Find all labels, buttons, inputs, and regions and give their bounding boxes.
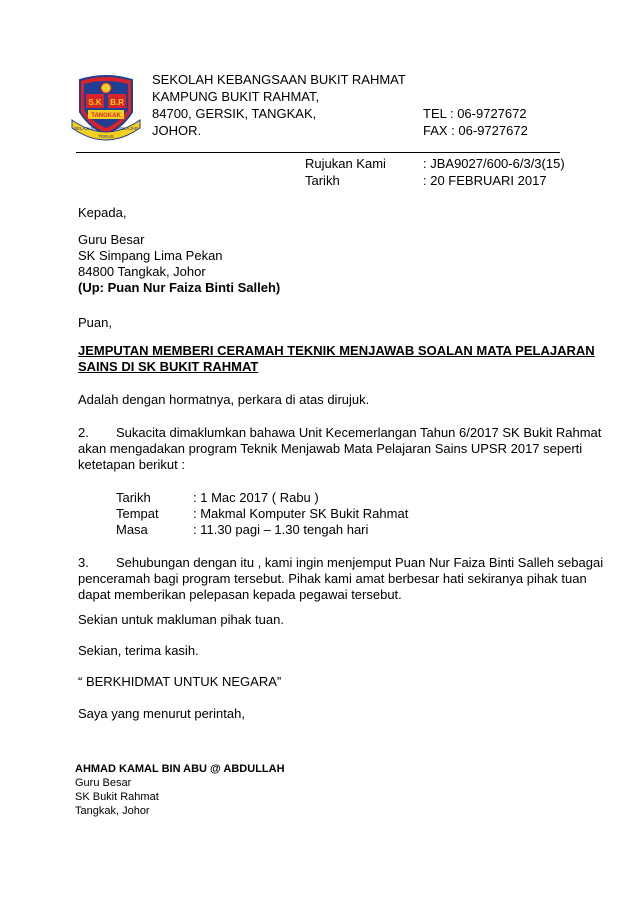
logo-middle-text: TANGKAK bbox=[91, 113, 121, 119]
recipient-line-1: Guru Besar bbox=[78, 232, 145, 247]
detail-value-place: : Makmal Komputer SK Bukit Rahmat bbox=[193, 506, 409, 521]
school-name: SEKOLAH KEBANGSAAN BUKIT RAHMAT bbox=[152, 72, 406, 87]
logo-ribbon-middle: TERUS bbox=[98, 134, 114, 139]
letterhead-divider bbox=[76, 152, 560, 153]
detail-label-date: Tarikh bbox=[116, 490, 151, 505]
address-line-2: 84700, GERSIK, TANGKAK, bbox=[152, 106, 317, 121]
signatory-title: Guru Besar bbox=[75, 777, 132, 789]
logo-right-text: B.R bbox=[110, 98, 124, 107]
motto: “ BERKHIDMAT UNTUK NEGARA” bbox=[78, 674, 282, 689]
telephone: TEL : 06-9727672 bbox=[423, 106, 527, 121]
ref-value: : JBA9027/600-6/3/3(15) bbox=[423, 156, 565, 171]
signatory-school: SK Bukit Rahmat bbox=[75, 791, 159, 803]
detail-value-date: : 1 Mac 2017 ( Rabu ) bbox=[193, 490, 319, 505]
logo-left-text: S.K bbox=[88, 98, 102, 107]
recipient-attention: (Up: Puan Nur Faiza Binti Salleh) bbox=[78, 280, 281, 295]
closing-line-2: Sekian, terima kasih. bbox=[78, 643, 199, 658]
logo-torch-icon bbox=[101, 83, 111, 93]
date-value: : 20 FEBRUARI 2017 bbox=[423, 173, 547, 188]
recipient-line-3: 84800 Tangkak, Johor bbox=[78, 264, 206, 279]
para2-number: 2. bbox=[78, 425, 89, 440]
subject-line-2: SAINS DI SK BUKIT RAHMAT bbox=[78, 359, 259, 374]
para2-line-2: akan mengadakan program Teknik Menjawab Mata Pelajaran Sains UPSR 2017 seperti bbox=[78, 441, 583, 456]
detail-value-time: : 11.30 pagi – 1.30 tengah hari bbox=[193, 522, 369, 537]
para2-line-1: Sukacita dimaklumkan bahawa Unit Kecemerlangan Tahun 6/2017 SK Bukit Rahmat bbox=[116, 425, 602, 440]
address-line-3: JOHOR. bbox=[152, 123, 202, 138]
subject-line-1: JEMPUTAN MEMBERI CERAMAH TEKNIK MENJAWAB SOALAN MATA PELAJARAN bbox=[78, 343, 595, 358]
salutation: Puan, bbox=[78, 315, 112, 330]
para3-line-3: dapat memberikan pelepasan kepada pegawai tersebut. bbox=[78, 587, 402, 602]
date-label: Tarikh bbox=[305, 173, 340, 188]
fax: FAX : 06-9727672 bbox=[423, 123, 528, 138]
para3-number: 3. bbox=[78, 555, 89, 570]
para2-line-3: ketetapan berikut : bbox=[78, 457, 185, 472]
detail-label-time: Masa bbox=[116, 522, 148, 537]
para3-line-2: penceramah bagi program tersebut. Pihak kami amat berbesar hati sekiranya pihak tuan bbox=[78, 571, 587, 586]
signatory-location: Tangkak, Johor bbox=[75, 805, 150, 817]
ref-label: Rujukan Kami bbox=[305, 156, 386, 171]
logo-ribbon-right: BELAJAR bbox=[117, 126, 139, 131]
sign-off: Saya yang menurut perintah, bbox=[78, 706, 245, 721]
para3-line-1: Sehubungan dengan itu , kami ingin menjemput Puan Nur Faiza Binti Salleh sebagai bbox=[116, 555, 604, 570]
address-line-1: KAMPUNG BUKIT RAHMAT, bbox=[152, 89, 320, 104]
logo-ribbon-left: BELAJAR bbox=[73, 126, 95, 131]
closing-line-1: Sekian untuk makluman pihak tuan. bbox=[78, 612, 284, 627]
recipient-line-2: SK Simpang Lima Pekan bbox=[78, 248, 223, 263]
recipient-to: Kepada, bbox=[78, 205, 127, 220]
signatory-name: AHMAD KAMAL BIN ABU @ ABDULLAH bbox=[75, 763, 285, 775]
school-logo bbox=[70, 70, 142, 148]
detail-label-place: Tempat bbox=[116, 506, 159, 521]
intro-paragraph: Adalah dengan hormatnya, perkara di atas dirujuk. bbox=[78, 392, 370, 407]
